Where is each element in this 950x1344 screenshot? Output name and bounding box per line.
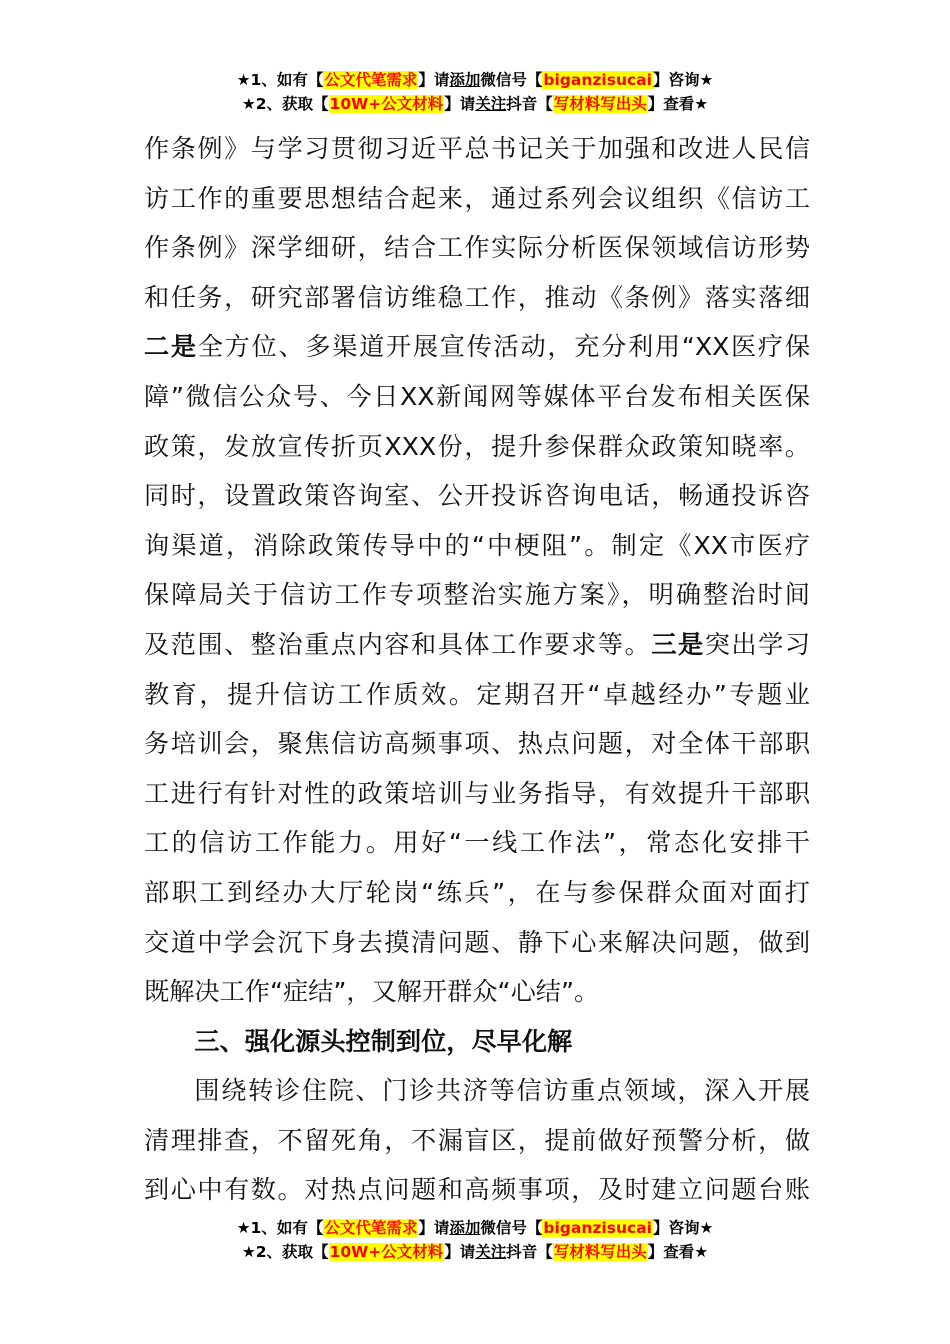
banner-text: ★1、如有【 [236, 1219, 324, 1237]
body-line: 工的信访工作能力。用好“一线工作法”，常态化安排干 [144, 828, 810, 858]
point-lead-three: 三是 [651, 629, 705, 659]
body-line: 障”微信公众号、今日XX新闻网等媒体平台发布相关医保 [144, 381, 810, 411]
banner-emphasis: 添加 [449, 1219, 481, 1237]
banner-text: 】咨询★ [652, 71, 714, 89]
banner-text: ★2、获取【 [241, 95, 329, 113]
body-text: 突出学习 [704, 629, 811, 659]
banner-text: 】咨询★ [652, 1219, 714, 1237]
body-text: 及范围、整治重点内容和具体工作要求等。 [144, 629, 652, 659]
banner-text: 微信号【 [480, 1219, 543, 1237]
body-line: 教育，提升信访工作质效。定期召开“卓越经办”专题业 [144, 679, 810, 709]
body-line: 工进行有针对性的政策培训与业务指导，有效提升干部职 [144, 778, 810, 808]
banner-line-2 [0, 1240, 950, 1264]
banner-text: 】请 [444, 95, 476, 113]
body-line: 政策，发放宣传折页XXX份，提升参保群众政策知晓率。 [144, 431, 810, 461]
banner-text: 】请 [418, 71, 450, 89]
body-line: 交道中学会沉下身去摸清问题、静下心来解决问题，做到 [144, 927, 810, 957]
banner-emphasis: 添加 [449, 71, 481, 89]
body-line: 既解决工作“症结”，又解开群众“心结”。 [144, 977, 600, 1007]
body-line: 和任务，研究部署信访维稳工作，推动《条例》落实落细 [144, 282, 810, 312]
banner-line-1 [0, 1216, 950, 1240]
point-lead-two: 二是 [144, 332, 198, 362]
highlight-wechat-id: biganzisucai [543, 71, 652, 89]
banner-text: 】查看★ [647, 95, 709, 113]
banner-line-1 [0, 68, 950, 92]
body-line: 部职工到经办大厅轮岗“练兵”，在与参保群众面对面打 [144, 877, 810, 907]
body-line: 作条例》与学习贯彻习近平总书记关于加强和改进人民信 [144, 134, 810, 163]
body-line: 围绕转诊住院、门诊共济等信访重点领域，深入开展 [194, 1076, 810, 1106]
body-line: 务培训会，聚焦信访高频事项、热点问题，对全体干部职 [144, 729, 810, 759]
banner-text: ★2、获取【 [241, 1243, 329, 1261]
highlight-douyin-id: 写材料写出头 [553, 95, 647, 113]
section-heading: 三、强化源头控制到位，尽早化解 [194, 1026, 573, 1056]
body-line [144, 620, 810, 670]
highlight-service: 公文代笔需求 [324, 71, 418, 89]
banner-text: 】查看★ [647, 1243, 709, 1261]
body-line: 到心中有数。对热点问题和高频事项，及时建立问题台账 [144, 1175, 810, 1205]
banner-text: 微信号【 [480, 71, 543, 89]
body-line: 作条例》深学细研，结合工作实际分析医保领域信访形势 [144, 233, 810, 263]
highlight-service: 公文代笔需求 [324, 1219, 418, 1237]
banner-text: ★1、如有【 [236, 71, 324, 89]
highlight-materials: 10W+公文材料 [329, 1243, 444, 1261]
highlight-materials: 10W+公文材料 [329, 95, 444, 113]
footer-banner [0, 1216, 950, 1264]
body-line: 保障局关于信访工作专项整治实施方案》，明确整治时间 [144, 580, 810, 610]
banner-emphasis: 关注 [475, 95, 507, 113]
body-line: 清理排查，不留死角，不漏盲区，提前做好预警分析，做 [144, 1125, 810, 1155]
header-banner [0, 68, 950, 116]
body-line: 询渠道，消除政策传导中的“中梗阻”。制定《XX市医疗 [144, 530, 810, 560]
banner-text: 】请 [418, 1219, 450, 1237]
banner-text: 抖音【 [506, 1243, 553, 1261]
highlight-douyin-id: 写材料写出头 [553, 1243, 647, 1261]
highlight-wechat-id: biganzisucai [543, 1219, 652, 1237]
body-line: 访工作的重要思想结合起来，通过系列会议组织《信访工 [144, 183, 810, 213]
document-body [144, 124, 810, 1215]
banner-emphasis: 关注 [475, 1243, 507, 1261]
body-text: 全方位、多渠道开展宣传活动，充分利用“XX医疗保 [197, 332, 811, 362]
banner-text: 抖音【 [506, 95, 553, 113]
body-line [144, 322, 810, 372]
banner-line-2 [0, 92, 950, 116]
banner-text: 】请 [444, 1243, 476, 1261]
body-line: 同时，设置政策咨询室、公开投诉咨询电话，畅通投诉咨 [144, 481, 810, 511]
